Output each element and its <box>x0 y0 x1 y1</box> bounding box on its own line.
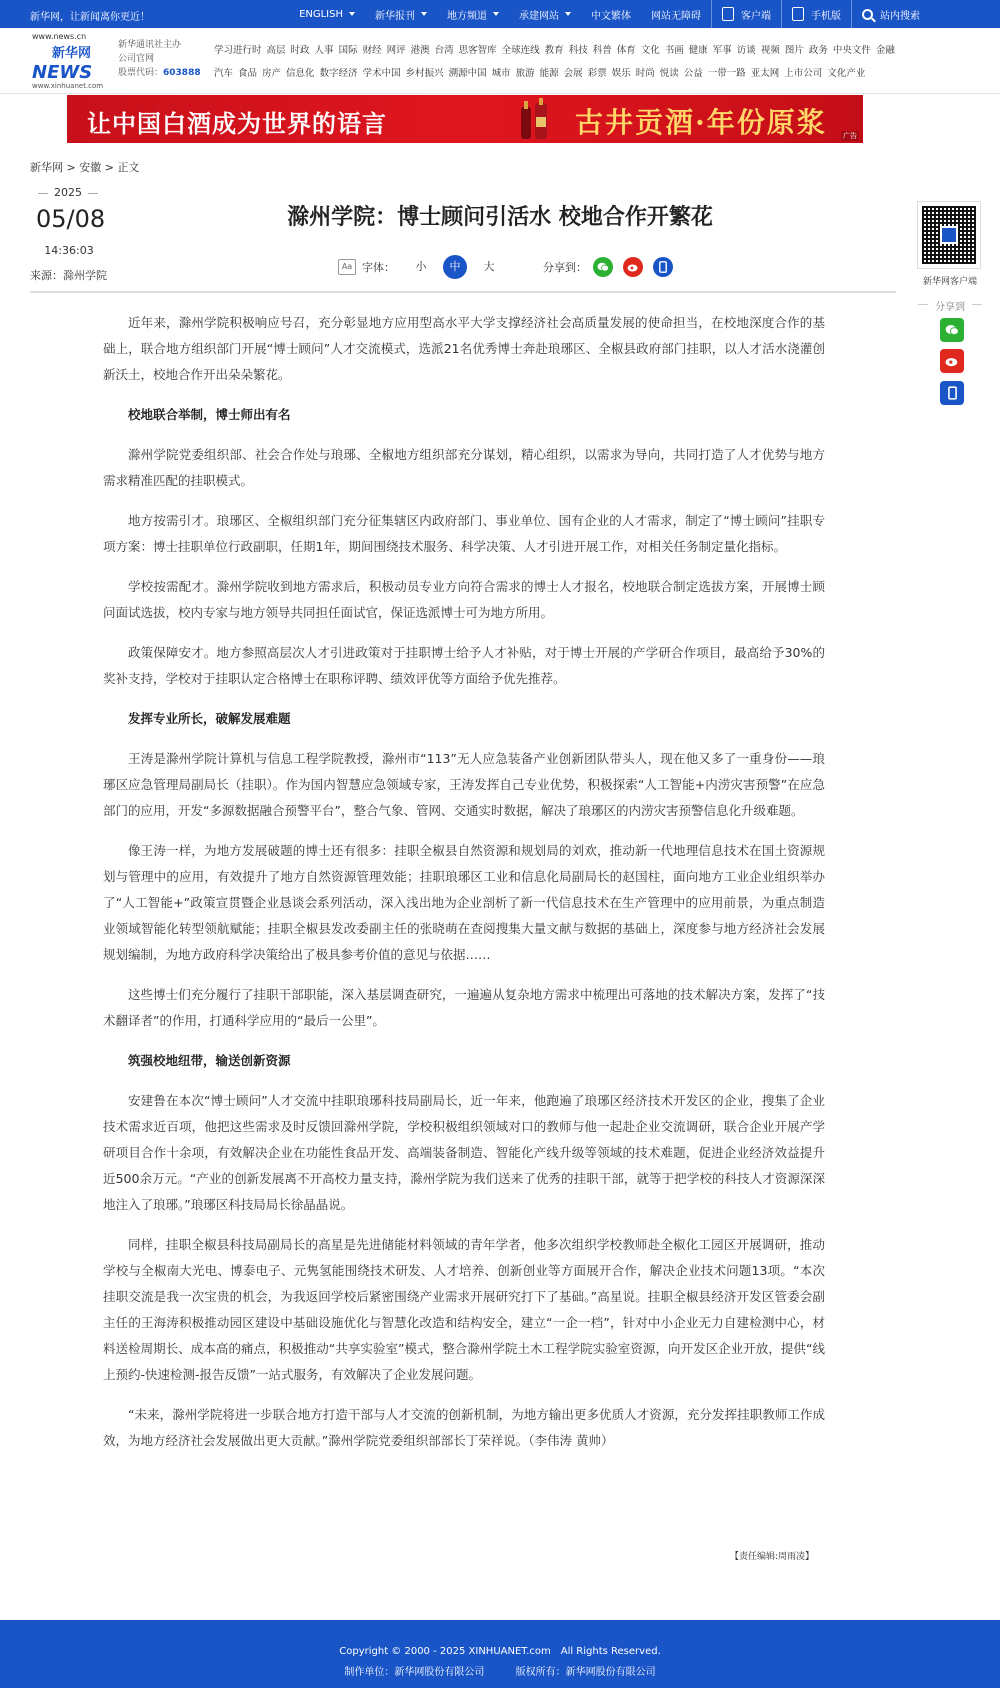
channel-link[interactable]: 公益 <box>683 68 703 79</box>
stock-code: 603888 <box>163 68 201 78</box>
channel-link[interactable]: 高层 <box>266 45 286 56</box>
client-link[interactable]: 客户端 <box>711 0 781 28</box>
article-paragraph: 地方按需引才。琅琊区、全椒组织部门充分征集辖区内政府部门、事业单位、国有企业的人才需求，制定了“博士顾问”挂职专项方案：博士挂职单位行政副职，任期1年，期间围绕技术服务、科学决策、人才引进开展工作，对相关任务制定量化指标。 <box>103 513 825 554</box>
channel-link[interactable]: 时政 <box>290 45 310 56</box>
article-source: 来源：滁州学院 <box>30 269 107 282</box>
article-tools <box>338 256 683 278</box>
site-slogan: 新华网，让新闻离你更近！ <box>30 12 150 23</box>
channel-link[interactable]: 文化 <box>640 45 660 56</box>
channel-link[interactable]: 学术中国 <box>362 68 401 79</box>
copyright: Copyright © 2000 - 2025 XINHUANET.com All Rights Reserved. <box>339 1646 661 1657</box>
channel-link[interactable]: 房产 <box>262 68 282 79</box>
breadcrumb: 新华网 > 安徽 > 正文 <box>30 161 140 174</box>
banner-brand: 古井贡酒·年份原浆 <box>575 106 827 139</box>
article-paragraph: 近年来，滁州学院积极响应号召，充分彰显地方应用型高水平大学支撑经济社会高质量发展的使命担当，在校地深度合作的基础上，联合地方组织部门开展“博士顾问”人才交流模式，选派21名优秀博士奔赴琅琊区、全椒县政府部门挂职，以人才活水浇灌创新沃土，校地合作开出朵朵繁花。 <box>103 315 825 382</box>
article-paragraph: 同样，挂职全椒县科技局副局长的高星是先进储能材料领域的青年学者，他多次组织学校教师赴全椒化工园区开展调研，推动学校与全椒南大光电、博泰电子、元隽氢能围绕技术研发、人才培养、创新创业等方面展开合作，解决企业技术问题13项。“本次挂职交流是我一次宝贵的机会，为我返回学校后紧密围绕产业需求开展研究打下了基础。”高星说。挂职全椒县经济开发区管委会副主任的王海涛积极推动园区建设中基础设施优化与智慧化改造和结构安全，建立“一企一档”，针对中小企业无力自建检测中心，材料送检周期长、成本高的痛点，积极推动“共享实验室”模式，整合滁州学院土木工程学院实验室资源，向开发区企业开放，提供“线上预约-快速检测-报告反馈”一站式服务，有效解决了企业发展问题。 <box>103 1237 825 1382</box>
share-label: 分享到： <box>543 261 587 274</box>
channel-link[interactable]: 数字经济 <box>319 68 358 79</box>
channel-link[interactable]: 科普 <box>592 45 612 56</box>
channel-nav <box>214 42 904 79</box>
publish-date: 05/08 <box>36 205 106 233</box>
channel-link[interactable]: 财经 <box>362 45 382 56</box>
section-heading: 发挥专业所长，破解发展难题 <box>128 711 291 726</box>
nav-local-channels[interactable]: 地方频道 <box>437 0 509 28</box>
channel-link[interactable]: 一带一路 <box>707 68 746 79</box>
channel-link[interactable]: 军事 <box>712 45 732 56</box>
channel-link[interactable]: 政务 <box>808 45 828 56</box>
search-icon <box>862 9 873 20</box>
nav-newspapers[interactable]: 新华报刊 <box>365 0 437 28</box>
share-mobile-icon[interactable] <box>653 257 673 277</box>
nav-traditional-chinese[interactable]: 中文繁体 <box>591 10 631 22</box>
ad-label: 广告 <box>843 132 857 140</box>
top-bar <box>0 0 1000 28</box>
article-paragraph: “未来，滁州学院将进一步联合地方打造干部与人才交流的创新机制，为地方输出更多优质人才资源，充分发挥挂职教师工作成效，为地方经济社会发展做出更大贡献。”滁州学院党委组织部部长丁荣祥说。（李伟涛 黄帅） <box>103 1407 825 1448</box>
channel-link[interactable]: 学习进行时 <box>214 45 262 56</box>
site-header <box>0 28 1000 94</box>
share-weibo-icon[interactable] <box>623 257 643 277</box>
publish-time: 14:36:03 <box>44 244 94 257</box>
publish-year: 2025 <box>40 186 96 199</box>
article-paragraph: 滁州学院党委组织部、社会合作处与琅琊、全椒地方组织部充分谋划，精心组织，以需求为导向，共同打造了人才优势与地方需求精准匹配的挂职模式。 <box>103 447 825 488</box>
channel-link[interactable]: 访谈 <box>736 45 756 56</box>
channel-link[interactable]: 上市公司 <box>784 68 823 79</box>
channel-link[interactable]: 时尚 <box>635 68 655 79</box>
app-qr-code <box>917 201 981 269</box>
site-search-link[interactable]: 站内搜索 <box>851 0 930 28</box>
section-heading: 筑强校地纽带，输送创新资源 <box>128 1053 291 1068</box>
channel-link[interactable]: 汽车 <box>214 68 234 79</box>
channel-link[interactable]: 会展 <box>563 68 583 79</box>
channel-link[interactable]: 图片 <box>784 45 804 56</box>
nav-english[interactable]: ENGLISH <box>289 0 365 28</box>
channel-link[interactable]: 亚太网 <box>750 68 780 79</box>
channel-link[interactable]: 信息化 <box>286 68 315 79</box>
breadcrumb-current: 正文 <box>117 161 140 174</box>
channel-link[interactable]: 视频 <box>760 45 780 56</box>
title-divider <box>30 291 896 293</box>
channel-link[interactable]: 全球连线 <box>501 45 540 56</box>
mobile-link[interactable]: 手机版 <box>781 0 851 28</box>
nav-hosted-sites[interactable]: 承建网站 <box>509 0 581 28</box>
channel-link[interactable]: 中央文件 <box>832 45 871 56</box>
article-paragraph: 王涛是滁州学院计算机与信息工程学院教授，滁州市“113”无人应急装备产业创新团队带头人，现在他又多了一重身份——琅琊区应急管理局副局长（挂职）。作为国内智慧应急领域专家，王涛发挥自己专业优势，积极探索“人工智能+内涝灾害预警”在应急部门的应用，开发“多源数据融合预警平台”，整合气象、管网、交通实时数据，解决了琅琊区的内涝灾害预警信息化升级难题。 <box>103 751 825 818</box>
share-wechat-icon[interactable] <box>593 257 613 277</box>
qr-label: 新华网客户端 <box>922 277 977 287</box>
breadcrumb-anhui[interactable]: 安徽 <box>79 161 102 174</box>
channel-link[interactable]: 台湾 <box>434 45 454 56</box>
channel-link[interactable]: 人事 <box>314 45 334 56</box>
tablet-icon <box>792 7 804 21</box>
responsible-editor: 【责任编辑:周雨凌】 <box>730 1552 815 1562</box>
channel-link[interactable]: 食品 <box>238 68 258 79</box>
side-share-wechat-icon[interactable] <box>940 318 964 342</box>
channel-link[interactable]: 体育 <box>616 45 636 56</box>
ad-banner[interactable] <box>67 95 863 143</box>
channel-link[interactable]: 港澳 <box>410 45 430 56</box>
channel-link[interactable]: 书画 <box>664 45 684 56</box>
font-medium-button[interactable]: 中 <box>443 255 467 279</box>
channel-link[interactable]: 教育 <box>544 45 564 56</box>
font-size-label: 字体： <box>362 261 395 274</box>
footer-ownership <box>0 1663 1000 1678</box>
channel-link[interactable]: 思客智库 <box>458 45 497 56</box>
font-small-button[interactable]: 小 <box>415 260 427 273</box>
site-footer <box>0 1620 1000 1688</box>
article-title: 滁州学院：博士顾问引活水 校地合作开繁花 <box>287 205 713 230</box>
side-share-label: 分享到 <box>918 298 982 313</box>
section-heading: 校地联合举制，博士师出有名 <box>128 407 291 422</box>
chevron-down-icon <box>421 12 427 16</box>
article-paragraph: 学校按需配才。滁州学院收到地方需求后，积极动员专业方向符合需求的博士人才报名，校地联合制定选拔方案，开展博士顾问面试选拔，校内专家与地方领导共同担任面试官，保证选派博士可为地方所用。 <box>103 579 825 620</box>
side-share-weibo-icon[interactable] <box>940 349 964 373</box>
channel-link[interactable]: 文化产业 <box>827 68 866 79</box>
channel-link[interactable]: 科技 <box>568 45 588 56</box>
channel-link[interactable]: 溯源中国 <box>448 68 487 79</box>
liquor-bottle-image <box>515 97 559 141</box>
banner-slogan: 让中国白酒成为世界的语言 <box>87 110 387 138</box>
article-paragraph: 像王涛一样，为地方发展破题的博士还有很多：挂职全椒县自然资源和规划局的刘欢，推动新一代地理信息技术在国土资源规划与管理中的应用，有效提升了地方自然资源管理效能；挂职琅琊区工业和信息化局副局长的赵国柱，面向地方工业企业组织举办了“人工智能+”政策宣贯暨企业恳谈会系列活动，深入浅出地为企业剖析了新一代信息技术在生产管理中的应用前景，为重点制造业领域智能化转型领航赋能；挂职全椒县发改委副主任的张晓萌在查阅搜集大量文献与数据的基础上，深度参与地方经济社会发展规划编制，为地方政府科学决策给出了极具参考价值的意见与依据…… <box>103 843 825 962</box>
chevron-down-icon <box>565 12 571 16</box>
article-paragraph: 这些博士们充分履行了挂职干部职能，深入基层调查研究，一遍遍从复杂地方需求中梳理出可落地的技术解决方案，发挥了“技术翻译者”的作用，打通科学应用的“最后一公里”。 <box>103 987 825 1028</box>
font-size-icon: Aa <box>338 259 356 275</box>
channel-link[interactable]: 国际 <box>338 45 358 56</box>
channel-link[interactable]: 网评 <box>386 45 406 56</box>
channel-link[interactable]: 健康 <box>688 45 708 56</box>
phone-icon <box>722 7 734 21</box>
channel-link[interactable]: 乡村振兴 <box>405 68 444 79</box>
agency-info: 新华通讯社主办 公司官网 股票代码：603888 <box>118 40 201 78</box>
font-large-button[interactable]: 大 <box>483 260 495 273</box>
channel-link[interactable]: 悦读 <box>659 68 679 79</box>
chevron-down-icon <box>493 12 499 16</box>
article-paragraph: 安建鲁在本次“博士顾问”人才交流中挂职琅琊科技局副局长，近一年来，他跑遍了琅琊区经济技术开发区的企业，搜集了企业技术需求近百项，他把这些需求及时反馈回滁州学院，学校积极组织领域对口的教师与他一起赴企业交流调研，联合企业开展产学研项目合作十余项，有效解决企业在功能性食品开发、高端装备制造、智能化产线升级等领域的技术难题，促进企业经济效益提升近500余万元。“产业的创新发展离不开高校力量支持，滁州学院为我们送来了优秀的挂职干部，就等于把学校的科技人才资源深深地注入了琅琊。”琅琊区科技局局长徐晶晶说。 <box>103 1093 825 1212</box>
nav-accessibility[interactable]: 网站无障碍 <box>651 10 701 22</box>
breadcrumb-home[interactable]: 新华网 <box>30 161 63 174</box>
xinhua-logo[interactable]: www.news.cn 新华网 NEWS www.xinhuanet.com <box>32 32 104 90</box>
footer-producer: 制作单位：新华网股份有限公司 <box>344 1667 485 1678</box>
top-nav <box>289 0 930 28</box>
article-body <box>103 310 825 1468</box>
channel-link[interactable]: 彩票 <box>587 68 607 79</box>
qr-code-icon <box>922 206 976 264</box>
channel-link[interactable]: 城市 <box>491 68 511 79</box>
channel-link[interactable]: 金融 <box>875 45 895 56</box>
channel-link[interactable]: 旅游 <box>515 68 535 79</box>
side-share-mobile-icon[interactable] <box>940 381 964 405</box>
channel-link[interactable]: 娱乐 <box>611 68 631 79</box>
footer-owner: 版权所有：新华网股份有限公司 <box>515 1667 656 1678</box>
chevron-down-icon <box>349 12 355 16</box>
article-paragraph: 政策保障安才。地方参照高层次人才引进政策对于挂职博士给予人才补贴，对于博士开展的产学研合作项目，最高给予30%的奖补支持，学校对于挂职认定合格博士在职称评聘、绩效评优等方面给予优先推荐。 <box>103 645 825 686</box>
channel-link[interactable]: 能源 <box>539 68 559 79</box>
